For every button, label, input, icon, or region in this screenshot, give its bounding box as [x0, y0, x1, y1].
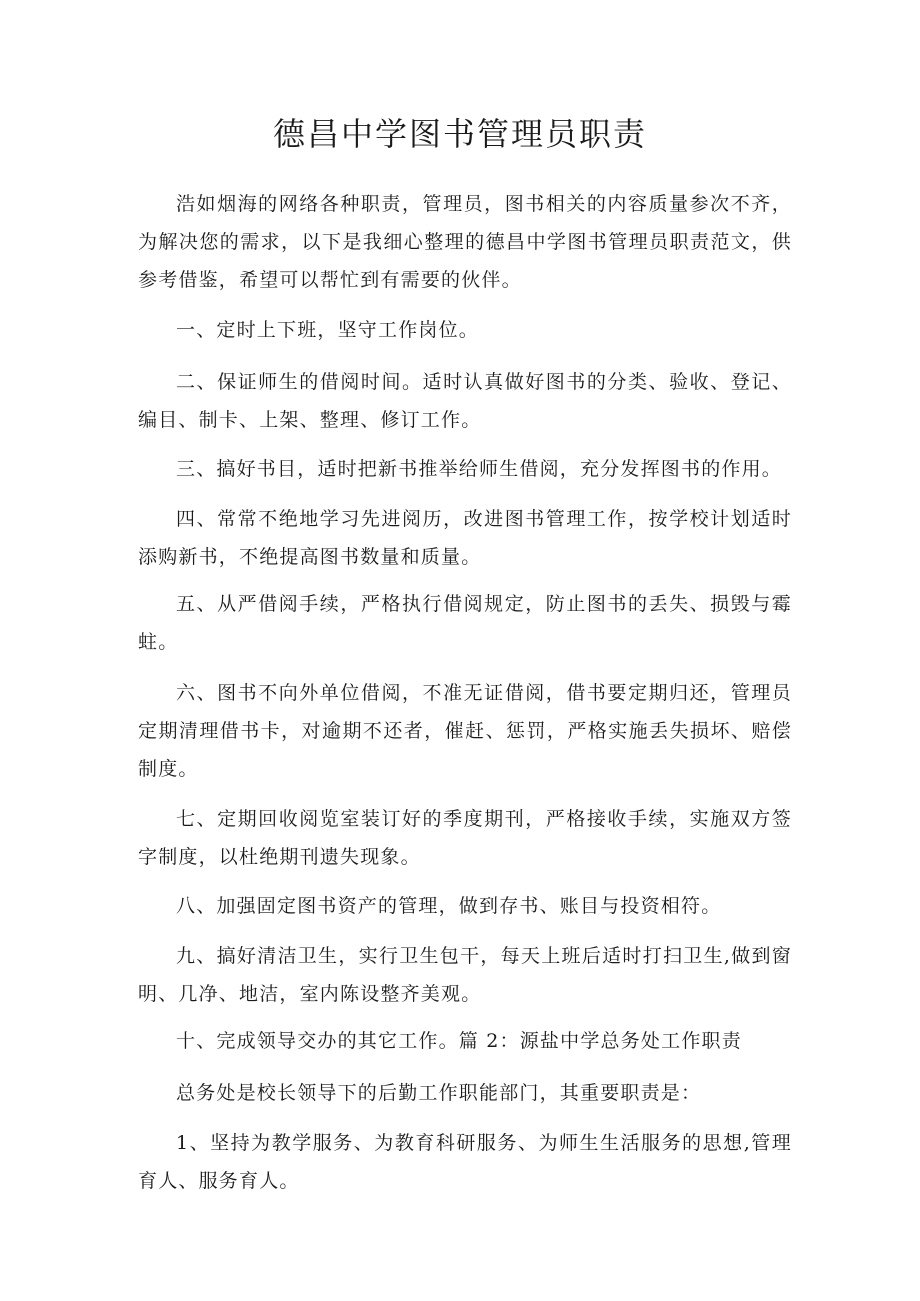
duty-item-1: 一、定时上下班，坚守工作岗位。: [176, 319, 480, 341]
duty-item-3: 三、搞好书目，适时把新书推举给师生借阅，充分发挥图书的作用。: [176, 458, 783, 480]
duty-item-6: 六、图书不向外单位借阅，不准无证借阅，借书要定期归还，管理员定期清理借书卡，对逾期不还者，催赶、惩罚，严格实施丢失损坏、赔偿制度。: [138, 682, 792, 780]
section-intro-paragraph: 总务处是校长领导下的后勤工作职能部门，其重要职责是：: [176, 1082, 702, 1104]
duty-item-7: 七、定期回收阅览室装订好的季度期刊，严格接收手续，实施双方签字制度，以杜绝期刊遗失现象。: [138, 808, 792, 868]
duty-item-4: 四、常常不绝地学习先进阅历，改进图书管理工作，按学校计划适时添购新书，不绝提高图书数量和质量。: [138, 508, 792, 568]
document-title: 德昌中学图书管理员职责: [272, 115, 647, 153]
duty-item-10: 十、完成领导交办的其它工作。篇 2：源盐中学总务处工作职责: [176, 1030, 742, 1052]
duty-item-8: 八、加强固定图书资产的管理，做到存书、账目与投资相符。: [176, 895, 722, 917]
intro-paragraph: 浩如烟海的网络各种职责，管理员，图书相关的内容质量参次不齐，为解决您的需求，以下是我细心整理的德昌中学图书管理员职责范文，供参考借鉴，希望可以帮忙到有需要的伙伴。: [138, 193, 792, 291]
duty-item-9: 九、搞好清洁卫生，实行卫生包干，每天上班后适时打扫卫生,做到窗明、几净、地洁，室内陈设整齐美观。: [138, 945, 792, 1005]
section-item-1: 1、坚持为教学服务、为教育科研服务、为师生生活服务的思想,管理育人、服务育人。: [138, 1132, 792, 1192]
duty-item-2: 二、保证师生的借阅时间。适时认真做好图书的分类、验收、登记、编目、制卡、上架、整理、修订工作。: [138, 371, 792, 431]
duty-item-5: 五、从严借阅手续，严格执行借阅规定，防止图书的丢失、损毁与霉蛀。: [138, 593, 792, 653]
